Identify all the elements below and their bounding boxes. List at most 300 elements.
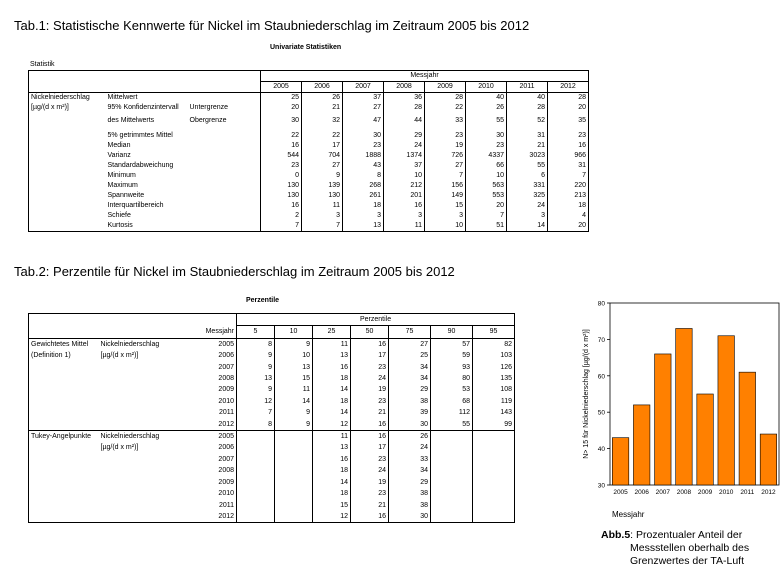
tab1-cell: 52: [507, 113, 548, 127]
tab2-cell: 119: [473, 396, 515, 407]
tab1-cell: 212: [384, 181, 425, 191]
tab1-cell: 553: [466, 191, 507, 201]
tab2-cell: [473, 511, 515, 523]
tab1-cell: 28: [425, 93, 466, 104]
tab2-group-name: Tukey-Angelpunkte: [29, 431, 99, 443]
tab1-cell: 22: [425, 103, 466, 113]
tab1-year-header: 2010: [466, 82, 507, 93]
tab1-year-header: 2012: [548, 82, 589, 93]
tab1-cell: 30: [261, 113, 302, 127]
tab2-year-cell: 2008: [177, 373, 237, 384]
tab1-cell: 23: [548, 127, 589, 141]
tab1-row-sublabel: [188, 211, 261, 221]
tab2-cell: 9: [275, 338, 313, 350]
tab2-cell: 24: [389, 442, 431, 453]
tab2-param-empty: [99, 465, 177, 476]
figure-caption-line2: Messstellen oberhalb des: [630, 542, 750, 554]
tab1-row-label: des Mittelwerts: [107, 117, 155, 124]
tab2-cell: 15: [275, 373, 313, 384]
tab2-cell: 16: [351, 419, 389, 431]
tab1-cell: 3: [425, 211, 466, 221]
tab2-group-empty: [29, 500, 99, 511]
tab2-group-name-line2: (Definition 1): [29, 350, 99, 361]
tab1-param-empty: [29, 113, 106, 127]
tab2-cell: 19: [351, 477, 389, 488]
y-tick-label: 80: [597, 300, 605, 308]
tab2-cell: 18: [313, 396, 351, 407]
y-tick-label: 30: [597, 482, 605, 490]
tab1-cell: 726: [425, 151, 466, 161]
tab2-cell: 93: [431, 362, 473, 373]
tab1-cell: 40: [507, 93, 548, 104]
tab1-cell: 27: [302, 161, 343, 171]
tab2-param-empty: [99, 419, 177, 431]
tab1-cell: 156: [425, 181, 466, 191]
tab2-year-cell: 2005: [177, 338, 237, 350]
tab2-param-empty: [99, 500, 177, 511]
tab2-cell: [237, 477, 275, 488]
tab1-cell: 201: [384, 191, 425, 201]
tab1-cell: 7: [302, 221, 343, 232]
tab2-cell: [473, 488, 515, 499]
tab1-cell: 24: [507, 201, 548, 211]
tab2-year-cell: 2011: [177, 407, 237, 418]
tab2-cell: 34: [389, 362, 431, 373]
tab2-percentile-header: 90: [431, 326, 473, 338]
bar: [655, 354, 671, 485]
tab1-cell: 27: [425, 161, 466, 171]
tab2-cell: 14: [313, 384, 351, 395]
tab1-cell: 44: [384, 113, 425, 127]
tab1-param-label: Nickelniederschlag: [29, 93, 106, 104]
tab2-cell: 8: [237, 419, 275, 431]
bar: [697, 394, 713, 485]
tab2-param-empty: [99, 454, 177, 465]
tab2-group-empty: [29, 362, 99, 373]
tab1-cell: 16: [261, 141, 302, 151]
tab2-cell: [431, 454, 473, 465]
x-tick-label: 2010: [718, 489, 734, 496]
tab1-row-sublabel: [188, 201, 261, 211]
tab1-year-header: 2006: [302, 82, 343, 93]
figure-caption-line3: Grenzwertes der TA-Luft: [630, 555, 744, 567]
tab2-cell: 14: [313, 407, 351, 418]
tab1-row-sublabel: [188, 151, 261, 161]
tab1-cell: 32: [302, 113, 343, 127]
tab2-cell: [237, 511, 275, 523]
tab2-perzentile-header: Perzentile: [237, 314, 515, 326]
tab2-cell: 12: [313, 511, 351, 523]
tab2-cell: 33: [389, 454, 431, 465]
tab2-param-empty: [99, 373, 177, 384]
tab1-cell: 37: [343, 93, 384, 104]
tab2-cell: 23: [351, 396, 389, 407]
tab2-cell: 25: [389, 350, 431, 361]
tab2-cell: 53: [431, 384, 473, 395]
tab1-row-sublabel: [188, 191, 261, 201]
tab2-cell: [237, 500, 275, 511]
tab2-cell: 9: [237, 350, 275, 361]
tab2-group-empty: [29, 477, 99, 488]
tab2-cell: 16: [351, 431, 389, 443]
tab2-cell: 10: [275, 350, 313, 361]
tab1-cell: 1374: [384, 151, 425, 161]
tab2-cell: 55: [431, 419, 473, 431]
tab1-row-sublabel: Obergrenze: [188, 113, 261, 127]
tab2-param-empty: [99, 407, 177, 418]
tab2-cell: 13: [313, 442, 351, 453]
y-tick-label: 40: [597, 446, 605, 454]
tab1-param-empty: [29, 221, 106, 232]
tab2-year-cell: 2012: [177, 511, 237, 523]
bar: [760, 434, 776, 485]
tab1-cell: 7: [261, 221, 302, 232]
tab2-percentile-header: 75: [389, 326, 431, 338]
tab2-cell: [473, 500, 515, 511]
x-tick-label: 2011: [740, 489, 755, 496]
tab1-year-header: 2005: [261, 82, 302, 93]
tab1-row-label: Mittelwert: [107, 94, 138, 101]
tab2-cell: [431, 500, 473, 511]
tab1-row-sublabel: [188, 181, 261, 191]
tab1-cell: 563: [466, 181, 507, 191]
tab2-percentile-header: 5: [237, 326, 275, 338]
tab2-param-empty: [99, 362, 177, 373]
tab2-group-empty: [29, 454, 99, 465]
tab2-year-cell: 2011: [177, 500, 237, 511]
x-tick-label: 2007: [655, 489, 671, 496]
tab1-param-empty: [29, 171, 106, 181]
tab1-row-label: Schiefe: [107, 212, 131, 219]
tab2-cell: 18: [313, 373, 351, 384]
tab1-cell: 4: [548, 211, 589, 221]
tab1-year-header: 2009: [425, 82, 466, 93]
tab2-cell: [275, 488, 313, 499]
tab2-cell: 126: [473, 362, 515, 373]
tab1-row-label: Spannweite: [107, 192, 145, 199]
bar: [739, 372, 755, 485]
tab2-header-empty: [99, 326, 177, 338]
tab1-cell: 268: [343, 181, 384, 191]
tab2-param-unit: [µg/(d x m²)]: [100, 444, 139, 452]
tab1-cell: 26: [466, 103, 507, 113]
x-tick-label: 2005: [613, 489, 628, 496]
tab2-cell: 29: [389, 477, 431, 488]
y-axis-label: N> 15 für Nickelniederschlag [µg/(d x m²)]: [583, 329, 590, 459]
tab1-cell: 11: [384, 221, 425, 232]
tab2-year-cell: 2009: [177, 477, 237, 488]
tab1-cell: 7: [548, 171, 589, 181]
tab2-cell: 9: [275, 407, 313, 418]
figure-caption-label: Abb.5: [601, 529, 631, 541]
tab1-year-header: 2011: [507, 82, 548, 93]
tab1-cell: 28: [548, 93, 589, 104]
tab1-cell: 23: [466, 141, 507, 151]
tab1-row-label: 95% Konfidenzintervall: [107, 104, 179, 111]
tab1-row-sublabel: [188, 161, 261, 171]
tab2-cell: 23: [351, 488, 389, 499]
tab2-cell: 23: [351, 454, 389, 465]
tab2-cell: [473, 431, 515, 443]
tab2-cell: [431, 511, 473, 523]
tab2-year-cell: 2010: [177, 488, 237, 499]
tab1-header-empty: [188, 82, 261, 93]
tab2-cell: 39: [389, 407, 431, 418]
tab1-cell: 31: [507, 127, 548, 141]
tab1-cell: 55: [507, 161, 548, 171]
x-tick-label: 2008: [676, 489, 692, 496]
tab1-cell: 36: [384, 93, 425, 104]
tab2-cell: 12: [237, 396, 275, 407]
tab1-header-empty: [106, 71, 188, 82]
tab1-cell: 20: [261, 103, 302, 113]
tab1-cell: 220: [548, 181, 589, 191]
tab2-cell: 15: [313, 500, 351, 511]
tab2-year-cell: 2009: [177, 384, 237, 395]
tab2-group-name-line2: [29, 442, 99, 453]
tab1-row-label: Minimum: [107, 172, 136, 179]
tab1-cell: 37: [384, 161, 425, 171]
tab1-cell: 7: [425, 171, 466, 181]
tab1-row-sublabel: [188, 93, 261, 104]
tab1-subtitle: Univariate Statistiken: [270, 44, 342, 51]
tab2-cell: [431, 488, 473, 499]
tab2-cell: 11: [275, 384, 313, 395]
tab1-cell: 6: [507, 171, 548, 181]
tab2-cell: 80: [431, 373, 473, 384]
tab2-cell: 29: [389, 384, 431, 395]
tab2-cell: 16: [313, 362, 351, 373]
tab2-cell: [431, 465, 473, 476]
tab1-cell: 325: [507, 191, 548, 201]
tab2-cell: 17: [351, 442, 389, 453]
tab2-group-empty: [29, 465, 99, 476]
tab2-cell: 59: [431, 350, 473, 361]
tab2-percentile-header: 10: [275, 326, 313, 338]
tab1-cell: 11: [302, 201, 343, 211]
tab1-row-sublabel: [188, 141, 261, 151]
tab2-group-empty: [29, 419, 99, 431]
tab2-cell: [275, 477, 313, 488]
tab2-cell: [237, 442, 275, 453]
figure-caption-line1: : Prozentualer Anteil der: [630, 529, 743, 541]
tab1-row-label: Kurtosis: [106, 221, 188, 232]
bar: [718, 336, 734, 485]
tab1-cell: 21: [302, 103, 343, 113]
tab2-percentile-header: 25: [313, 326, 351, 338]
tab1-cell: 3023: [507, 151, 548, 161]
tab1-param-empty: [29, 151, 106, 161]
tab2-cell: 82: [473, 338, 515, 350]
tab1-cell: 17: [302, 141, 343, 151]
x-tick-label: 2009: [697, 489, 713, 496]
tab1-param-empty: [29, 181, 106, 191]
tab2-cell: 27: [389, 338, 431, 350]
tab2-param-empty: [99, 396, 177, 407]
tab1-cell: 23: [425, 127, 466, 141]
x-tick-label: 2012: [761, 489, 776, 496]
tab1-cell: 16: [548, 141, 589, 151]
tab1-year-header: 2008: [384, 82, 425, 93]
tab2-param-empty: [99, 477, 177, 488]
tab2-cell: 19: [351, 384, 389, 395]
tab1-cell: 1888: [343, 151, 384, 161]
y-tick-label: 60: [597, 373, 605, 381]
tab1-cell: 23: [343, 141, 384, 151]
tab1-cell: 51: [466, 221, 507, 232]
tab2-cell: [431, 431, 473, 443]
tab1-cell: 30: [466, 127, 507, 141]
tab2-cell: 38: [389, 500, 431, 511]
tab2-cell: 99: [473, 419, 515, 431]
tab2-header-empty: [99, 314, 177, 326]
tab1-cell: 130: [302, 191, 343, 201]
tab1-cell: 16: [261, 201, 302, 211]
y-tick-label: 50: [597, 409, 605, 417]
tab1-cell: 10: [384, 171, 425, 181]
tab1-cell: 28: [384, 103, 425, 113]
tab1-row-label: Interquartilbereich: [107, 202, 164, 209]
tab1-cell: 15: [425, 201, 466, 211]
tab2-cell: 16: [313, 454, 351, 465]
tab2-cell: [237, 431, 275, 443]
tab1-cell: 8: [343, 171, 384, 181]
tab2-cell: [275, 511, 313, 523]
tab2-cell: 30: [389, 419, 431, 431]
tab1-cell: 139: [302, 181, 343, 191]
y-tick-label: 70: [597, 336, 605, 344]
tab1-cell: 40: [466, 93, 507, 104]
tab1-cell: 25: [261, 93, 302, 104]
tab2-header-empty: [29, 314, 99, 326]
tab2-cell: 9: [237, 362, 275, 373]
tab1-cell: 0: [261, 171, 302, 181]
tab2-year-cell: 2005: [177, 431, 237, 443]
tab1-statistik-label: Statistik: [30, 61, 55, 68]
tab1-cell: 3: [343, 211, 384, 221]
tab2-cell: 24: [351, 373, 389, 384]
tab2-cell: 38: [389, 396, 431, 407]
tab2-group-empty: [29, 407, 99, 418]
tab2-title: Tab.2: Perzentile für Nickel im Staubniederschlag im Zeitraum 2005 bis 2012: [14, 264, 455, 279]
tab2-cell: 8: [237, 338, 275, 350]
tab2-cell: 112: [431, 407, 473, 418]
tab2-cell: 135: [473, 373, 515, 384]
tab2-cell: 14: [275, 396, 313, 407]
tab2-year-cell: 2006: [177, 350, 237, 361]
tab1-cell: 9: [302, 171, 343, 181]
tab2-year-cell: 2007: [177, 362, 237, 373]
x-axis-label: Messjahr: [612, 510, 645, 519]
tab1-row-label: 5% getrimmtes Mittel: [107, 132, 173, 139]
tab1-cell: 20: [466, 201, 507, 211]
tab1-param-empty: [29, 211, 106, 221]
tab2-cell: 23: [351, 362, 389, 373]
tab1-cell: 966: [548, 151, 589, 161]
tab1-cell: 16: [384, 201, 425, 211]
tab1-cell: 43: [343, 161, 384, 171]
tab1-year-header: 2007: [343, 82, 384, 93]
tab1-cell: 21: [507, 141, 548, 151]
tab2-group-empty: [29, 384, 99, 395]
tab1-header-empty: [106, 82, 188, 93]
tab2-cell: [237, 454, 275, 465]
tab2-cell: 17: [351, 350, 389, 361]
tab1-cell: 20: [548, 103, 589, 113]
tab2-param-label: Nickelniederschlag: [100, 433, 160, 441]
tab1-row-sublabel: [188, 221, 261, 232]
tab1-cell: 22: [261, 127, 302, 141]
tab2-percentile-header: 50: [351, 326, 389, 338]
tab2-year-cell: 2008: [177, 465, 237, 476]
tab2-header-empty: [177, 314, 237, 326]
tab2-cell: 18: [313, 465, 351, 476]
tab1-cell: 24: [384, 141, 425, 151]
tab2-cell: 9: [237, 384, 275, 395]
tab2-cell: [275, 442, 313, 453]
tab2-cell: 13: [237, 373, 275, 384]
tab2-group-name: Gewichtetes Mittel: [29, 338, 99, 350]
tab2-messjahr-header: Messjahr: [177, 326, 237, 338]
tab1-cell: 20: [548, 221, 589, 232]
tab2-cell: [473, 442, 515, 453]
tab1-cell: 30: [343, 127, 384, 141]
tab2-param-label: Nickelniederschlag: [100, 340, 160, 348]
tab1-cell: 27: [343, 103, 384, 113]
tab1-messjahr-header: Messjahr: [261, 71, 589, 82]
tab2-cell: [473, 477, 515, 488]
tab1-row-sublabel: [188, 127, 261, 141]
tab2-header-empty: [29, 326, 99, 338]
tab2-cell: 13: [275, 362, 313, 373]
tab2-cell: 16: [351, 511, 389, 523]
tab1-header-empty: [29, 71, 106, 82]
tab1-cell: 35: [548, 113, 589, 127]
tab2-cell: [237, 488, 275, 499]
tab2-cell: 7: [237, 407, 275, 418]
tab2-group-empty: [29, 488, 99, 499]
tab1-cell: 3: [384, 211, 425, 221]
tab2-cell: 11: [313, 338, 351, 350]
tab2-year-cell: 2006: [177, 442, 237, 453]
tab1-cell: 18: [548, 201, 589, 211]
tab1-cell: 47: [343, 113, 384, 127]
tab1-cell: 33: [425, 113, 466, 127]
tab1-title: Tab.1: Statistische Kennwerte für Nickel im Staubniederschlag im Zeitraum 2005 bis 2012: [14, 18, 530, 33]
tab2-group-empty: [29, 511, 99, 523]
tab1-cell: 26: [302, 93, 343, 104]
bar-chart: [580, 298, 780, 528]
tab1-header-empty: [29, 82, 106, 93]
tab1-cell: 213: [548, 191, 589, 201]
tab1-cell: 130: [261, 181, 302, 191]
tab2-table: [28, 313, 515, 523]
tab2-cell: 9: [275, 419, 313, 431]
tab2-cell: 16: [351, 338, 389, 350]
tab2-cell: [473, 465, 515, 476]
tab2-cell: 108: [473, 384, 515, 395]
tab2-cell: 34: [389, 373, 431, 384]
tab2-group-empty: [29, 396, 99, 407]
tab2-cell: [431, 442, 473, 453]
tab2-param-empty: [99, 488, 177, 499]
tab1-cell: 14: [507, 221, 548, 232]
tab2-cell: [275, 500, 313, 511]
tab2-cell: 143: [473, 407, 515, 418]
tab1-param-empty: [29, 201, 106, 211]
tab1-param-empty: [29, 127, 106, 141]
tab1-cell: 2: [261, 211, 302, 221]
